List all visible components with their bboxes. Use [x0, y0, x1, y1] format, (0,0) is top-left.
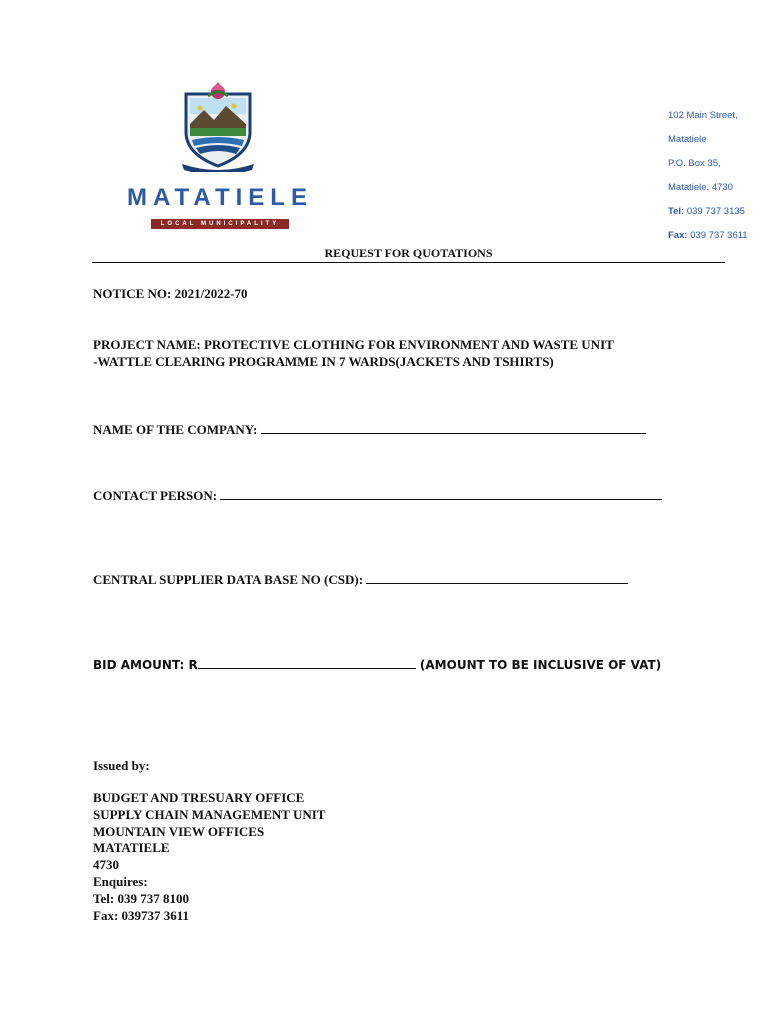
company-label: NAME OF THE COMPANY: [93, 422, 258, 437]
municipal-crest-logo [178, 80, 258, 172]
office-line: BUDGET AND TRESUARY OFFICE [93, 790, 305, 805]
heading-rule [92, 262, 725, 263]
address-block [668, 104, 748, 248]
office-line: Tel: 039 737 8100 [93, 890, 189, 906]
tel-line [668, 200, 748, 224]
company-blank[interactable] [261, 421, 646, 434]
crest-icon [178, 80, 258, 172]
office-line: MOUNTAIN VIEW OFFICES [93, 823, 265, 839]
bid-label: BID AMOUNT: R [93, 658, 198, 672]
tel-value: 039 737 3135 [686, 206, 745, 217]
office-line: SUPPLY CHAIN MANAGEMENT UNIT [93, 806, 326, 822]
csd-field [93, 571, 628, 588]
issued-by: Issued by: [93, 758, 150, 773]
address-line: Matatiele, 4730 [668, 182, 733, 193]
brand-subtitle: LOCAL MUNICIPALITY [151, 219, 289, 229]
project-name-line: PROJECT NAME: PROTECTIVE CLOTHING FOR ENVIRONMENT AND WASTE UNIT [93, 337, 614, 352]
office-line: Fax: 039737 3611 [93, 907, 190, 923]
project-name-line: -WATTLE CLEARING PROGRAMME IN 7 WARDS(JACKETS AND TSHIRTS) [93, 354, 554, 369]
notice-number: NOTICE NO: 2021/2022-70 [93, 286, 248, 301]
fax-label: Fax: [668, 230, 688, 241]
brand-block [120, 184, 320, 230]
office-line: MATATIELE [93, 840, 170, 856]
contact-label: CONTACT PERSON: [93, 488, 218, 503]
office-block [93, 790, 325, 924]
tel-label: Tel: [668, 206, 685, 217]
office-line: 4730 [93, 857, 119, 873]
address-line: 102 Main Street, [668, 110, 738, 121]
bid-note: (AMOUNT TO BE INCLUSIVE OF VAT) [419, 658, 662, 672]
fax-line [668, 224, 748, 248]
bid-field [93, 656, 661, 672]
brand-name: MATATIELE [127, 184, 313, 211]
csd-label: CENTRAL SUPPLIER DATA BASE NO (CSD): [93, 572, 364, 587]
contact-blank[interactable] [220, 487, 662, 500]
company-field [93, 421, 646, 438]
address-line: P.O. Box 35, [668, 158, 721, 169]
project-name [93, 336, 614, 370]
fax-value: 039 737 3611 [690, 230, 748, 241]
csd-blank[interactable] [366, 571, 628, 584]
document-heading: REQUEST FOR QUOTATIONS [324, 246, 493, 260]
contact-field [93, 487, 662, 504]
office-line: Enquires: [93, 873, 148, 889]
address-line: Matatiele [668, 134, 707, 145]
bid-blank[interactable] [198, 656, 416, 669]
